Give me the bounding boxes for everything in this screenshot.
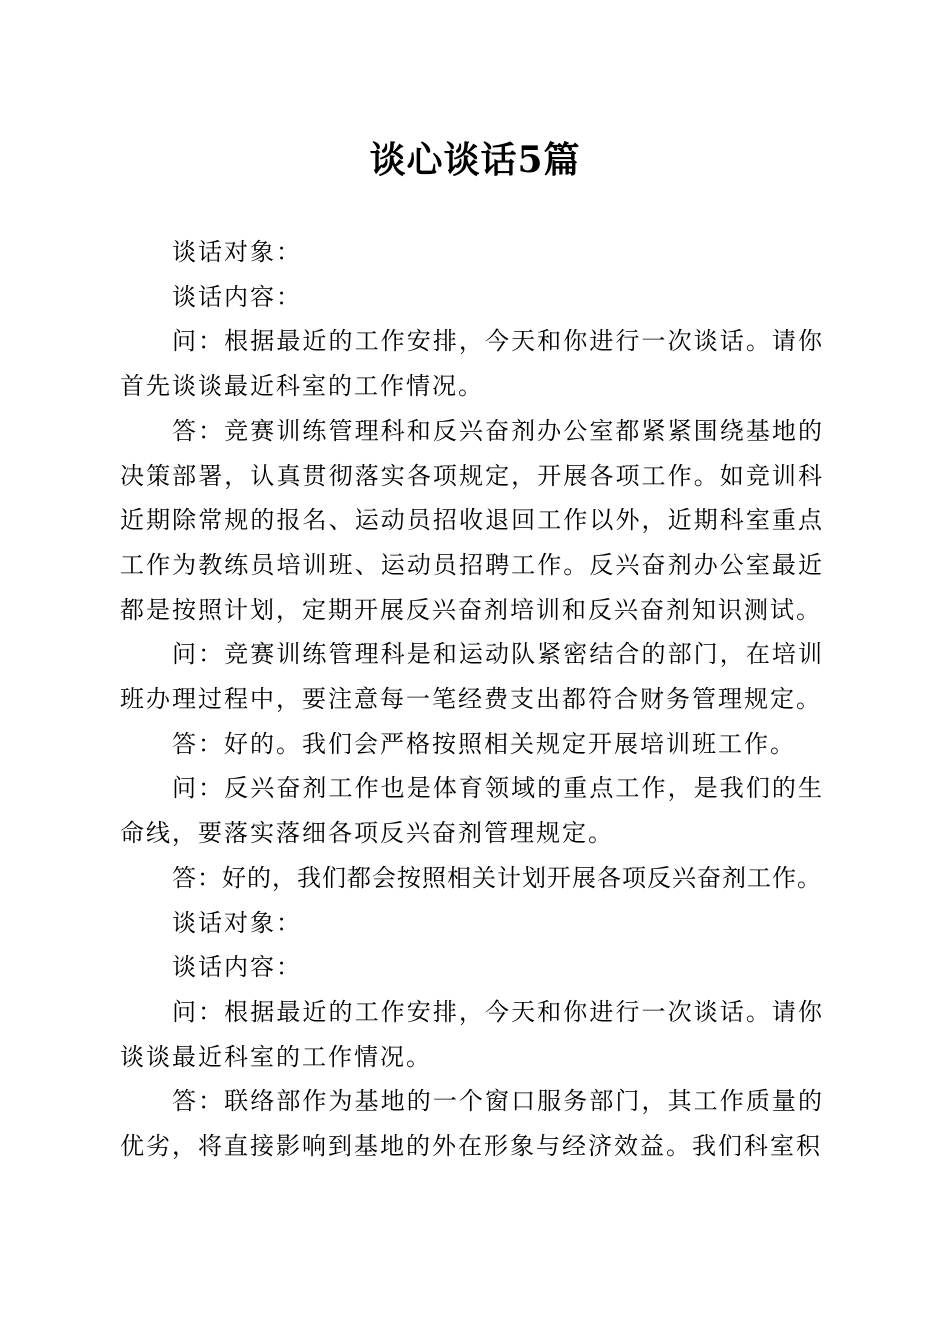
- paragraph-content-label-2: 谈话内容：: [172, 953, 302, 982]
- paragraph-question: 问：根据最近的工作安排，今天和你进行一次谈话。请你谈谈最近科室的工作情况。: [120, 997, 824, 1071]
- paragraph-question: 问：根据最近的工作安排，今天和你进行一次谈话。请你首先谈谈最近科室的工作情况。: [120, 327, 824, 401]
- paragraph-interviewee-2: 谈话对象：: [172, 908, 302, 937]
- paragraph-answer: 答：竞赛训练管理科和反兴奋剂办公室都紧紧围绕基地的决策部署，认真贯彻落实各项规定，开展各项工作。如竞训科近期除常规的报名、运动员招收退回工作以外，近期科室重点工作为教练员培训班、运动员招聘工作。反兴奋剂办公室最近都是按照计划，定期开展反兴奋剂培训和反兴奋剂知识测试。: [120, 416, 824, 624]
- document-body: [120, 230, 824, 1169]
- paragraph-question: 问：竞赛训练管理科是和运动队紧密结合的部门，在培训班办理过程中，要注意每一笔经费支出都符合财务管理规定。: [120, 640, 824, 714]
- paragraph-answer: 答：联络部作为基地的一个窗口服务部门，其工作质量的优劣，将直接影响到基地的外在形象与经济效益。我们科室积: [120, 1087, 824, 1161]
- paragraph-answer: 答：好的，我们都会按照相关计划开展各项反兴奋剂工作。: [172, 863, 822, 892]
- page-title: 谈心谈话5篇: [369, 139, 581, 181]
- paragraph-interviewee-1: 谈话对象：: [172, 238, 302, 266]
- paragraph-content-label-1: 谈话内容：: [172, 282, 302, 311]
- paragraph-question: 问：反兴奋剂工作也是体育领域的重点工作，是我们的生命线，要落实落细各项反兴奋剂管理规定。: [120, 774, 824, 848]
- paragraph-answer: 答：好的。我们会严格按照相关规定开展培训班工作。: [172, 729, 796, 758]
